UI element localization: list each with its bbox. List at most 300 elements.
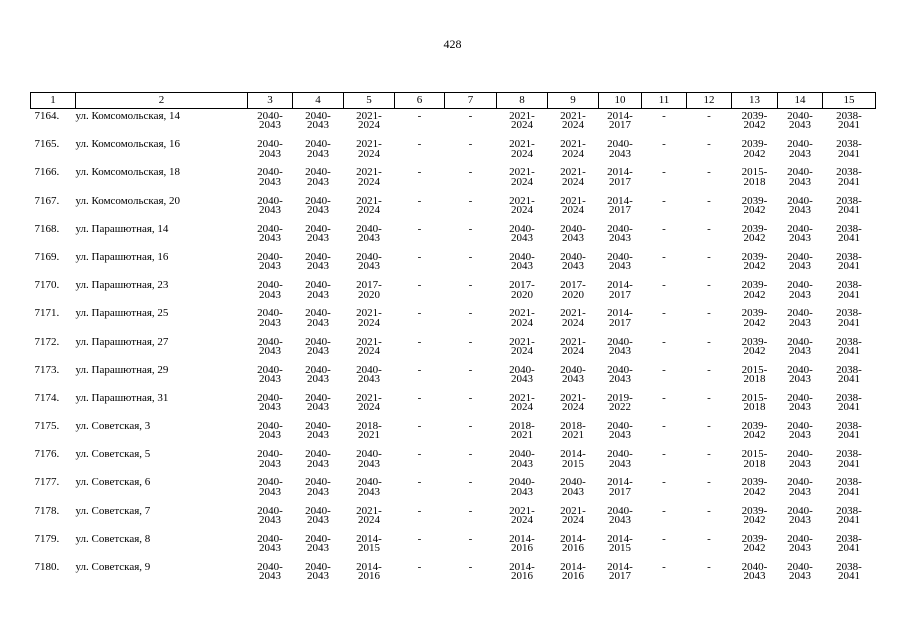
- column-header-10: 10: [599, 93, 642, 109]
- period-cell: [344, 109, 395, 141]
- table-row: [31, 563, 876, 591]
- period-end: 2041: [838, 457, 860, 470]
- row-number: 7164.: [34, 110, 60, 122]
- period-start: 2040-: [305, 363, 331, 376]
- header-row: [31, 93, 876, 109]
- period-start: 2021-: [560, 110, 586, 122]
- period-start: 2021-: [509, 391, 535, 404]
- period-start: 2038-: [836, 476, 862, 489]
- period-cell: [732, 250, 778, 281]
- period-start: 2040-: [607, 420, 633, 433]
- period-start: 2014-: [607, 561, 633, 573]
- empty-value-cell: -: [662, 420, 666, 433]
- period-cell: [823, 363, 876, 394]
- period-end: 2043: [609, 232, 631, 245]
- period-start: 2014-: [560, 532, 586, 545]
- period-end: 2043: [307, 401, 329, 414]
- period-cell: [344, 563, 395, 591]
- period-cell: [548, 194, 599, 225]
- period-cell: [823, 140, 876, 168]
- period-cell: [248, 363, 293, 394]
- row-number: 7170.: [34, 279, 60, 292]
- period-start: 2040-: [257, 222, 283, 235]
- period-cell: [293, 335, 344, 366]
- empty-value-cell: -: [707, 363, 711, 376]
- period-cell: [732, 109, 778, 141]
- period-cell: [823, 168, 876, 196]
- period-cell: [248, 168, 293, 196]
- period-cell: [823, 504, 876, 535]
- period-end: 2041: [838, 344, 860, 357]
- period-cell: [248, 250, 293, 281]
- period-end: 2024: [562, 147, 584, 160]
- empty-value-cell: -: [417, 166, 422, 179]
- column-header-14: 14: [778, 93, 823, 109]
- period-end: 2041: [838, 232, 860, 245]
- period-start: 2021-: [356, 138, 382, 151]
- period-end: 2018: [743, 457, 766, 470]
- row-number: 7172.: [34, 335, 60, 348]
- period-start: 2040-: [257, 561, 283, 573]
- row-number: 7180.: [34, 561, 60, 573]
- period-end: 2016: [562, 542, 584, 555]
- address-cell: ул. Советская, 5: [75, 448, 151, 461]
- period-end: 2043: [259, 429, 281, 442]
- period-start: 2040-: [356, 476, 382, 489]
- period-start: 2014-: [607, 532, 633, 545]
- period-cell: [248, 504, 293, 535]
- period-start: 2040-: [787, 448, 813, 461]
- period-end: 2041: [838, 373, 860, 386]
- period-cell: [293, 422, 344, 450]
- period-end: 2043: [307, 260, 329, 273]
- period-end: 2043: [609, 147, 631, 160]
- period-start: 2040-: [257, 532, 283, 545]
- period-start: 2014-: [356, 561, 382, 573]
- period-cell: [344, 422, 395, 450]
- empty-value-cell: -: [662, 250, 666, 263]
- period-end: 2043: [259, 147, 281, 160]
- period-end: 2017: [609, 203, 631, 216]
- period-start: 2040-: [787, 532, 813, 545]
- period-start: 2039-: [741, 532, 768, 545]
- period-start: 2040-: [305, 166, 331, 179]
- row-number: 7179.: [34, 532, 60, 545]
- period-start: 2040-: [305, 335, 331, 348]
- period-start: 2021-: [356, 504, 382, 517]
- period-end: 2041: [838, 147, 860, 160]
- period-start: 2040-: [787, 561, 813, 573]
- empty-value-cell: -: [707, 222, 711, 235]
- period-end: 2021: [511, 429, 533, 442]
- period-start: 2040-: [257, 166, 283, 179]
- period-start: 2040-: [787, 420, 813, 433]
- period-cell: [293, 532, 344, 563]
- period-end: 2017: [609, 288, 631, 301]
- empty-value-cell: -: [662, 110, 666, 122]
- period-cell: [599, 450, 642, 478]
- period-end: 2043: [511, 485, 533, 498]
- period-cell: [778, 532, 823, 563]
- period-end: 2043: [789, 429, 811, 442]
- period-cell: [823, 309, 876, 337]
- period-end: 2043: [307, 288, 329, 301]
- period-end: 2043: [307, 147, 329, 160]
- empty-value-cell: -: [662, 391, 666, 404]
- empty-value-cell: -: [468, 335, 473, 348]
- period-start: 2021-: [560, 504, 586, 517]
- row-number: 7166.: [34, 166, 60, 179]
- table-row: [31, 309, 876, 337]
- period-end: 2043: [307, 344, 329, 357]
- period-start: 2040-: [787, 476, 813, 489]
- address-cell: ул. Советская, 3: [75, 420, 151, 433]
- period-end: 2042: [743, 485, 766, 498]
- period-end: 2024: [511, 203, 533, 216]
- period-cell: [248, 222, 293, 253]
- period-start: 2040-: [787, 222, 813, 235]
- period-start: 2040-: [305, 110, 331, 122]
- table-row: [31, 394, 876, 422]
- table-row: [31, 478, 876, 506]
- period-cell: [823, 281, 876, 309]
- period-end: 2018: [743, 373, 766, 386]
- period-cell: [344, 222, 395, 253]
- period-end: 2043: [307, 203, 329, 216]
- period-cell: [344, 140, 395, 168]
- period-end: 2043: [743, 570, 766, 583]
- period-start: 2038-: [836, 561, 862, 573]
- period-cell: [732, 168, 778, 196]
- empty-value-cell: -: [468, 504, 473, 517]
- empty-value-cell: -: [707, 307, 711, 320]
- period-start: 2038-: [836, 250, 862, 263]
- period-cell: [248, 309, 293, 337]
- period-cell: [497, 504, 548, 535]
- period-cell: [599, 168, 642, 196]
- period-start: 2040-: [787, 504, 813, 517]
- empty-value-cell: -: [707, 250, 711, 263]
- period-start: 2040-: [560, 250, 586, 263]
- row-number: 7173.: [34, 363, 60, 376]
- period-end: 2041: [838, 175, 860, 188]
- period-end: 2043: [609, 260, 631, 273]
- period-start: 2040-: [257, 110, 283, 122]
- period-start: 2040-: [257, 420, 283, 433]
- period-end: 2043: [259, 260, 281, 273]
- period-cell: [778, 391, 823, 422]
- table-row: [31, 422, 876, 450]
- empty-value-cell: -: [417, 363, 422, 376]
- period-start: 2021-: [560, 138, 586, 151]
- empty-value-cell: -: [468, 476, 473, 489]
- period-end: 2042: [743, 514, 766, 527]
- period-end: 2043: [307, 373, 329, 386]
- period-cell: [778, 168, 823, 196]
- period-end: 2018: [743, 401, 766, 414]
- period-start: 2018-: [560, 420, 586, 433]
- period-end: 2043: [562, 232, 584, 245]
- period-cell: [548, 532, 599, 563]
- period-cell: [599, 335, 642, 366]
- empty-value-cell: -: [707, 476, 711, 489]
- period-end: 2024: [358, 119, 380, 132]
- period-cell: [497, 222, 548, 253]
- period-start: 2040-: [356, 250, 382, 263]
- column-header-8: 8: [497, 93, 548, 109]
- period-end: 2020: [562, 288, 584, 301]
- period-cell: [599, 363, 642, 394]
- period-cell: [778, 363, 823, 394]
- empty-value-cell: -: [662, 561, 666, 573]
- period-end: 2043: [259, 232, 281, 245]
- period-start: 2040-: [509, 476, 535, 489]
- period-cell: [344, 504, 395, 535]
- period-end: 2018: [743, 175, 766, 188]
- period-cell: [248, 194, 293, 225]
- period-cell: [548, 222, 599, 253]
- period-end: 2043: [609, 429, 631, 442]
- row-number: 7165.: [34, 138, 60, 151]
- period-start: 2017-: [356, 279, 382, 292]
- period-start: 2039-: [741, 138, 768, 151]
- address-cell: ул. Парашютная, 27: [75, 335, 169, 348]
- row-number: 7176.: [34, 448, 60, 461]
- period-cell: [248, 478, 293, 506]
- address-cell: ул. Парашютная, 29: [75, 363, 169, 376]
- period-start: 2040-: [257, 138, 283, 151]
- period-cell: [732, 450, 778, 478]
- period-cell: [293, 168, 344, 196]
- period-cell: [548, 250, 599, 281]
- period-start: 2039-: [741, 420, 768, 433]
- period-start: 2021-: [509, 335, 535, 348]
- address-cell: ул. Комсомольская, 14: [75, 110, 181, 122]
- period-start: 2040-: [509, 250, 535, 263]
- period-end: 2024: [358, 316, 380, 329]
- period-cell: [599, 478, 642, 506]
- empty-value-cell: -: [662, 448, 666, 461]
- row-number: 7169.: [34, 250, 60, 263]
- period-start: 2038-: [836, 420, 862, 433]
- empty-value-cell: -: [662, 363, 666, 376]
- address-cell: ул. Комсомольская, 18: [75, 166, 181, 179]
- period-cell: [778, 250, 823, 281]
- period-cell: [599, 309, 642, 337]
- period-start: 2014-: [607, 476, 633, 489]
- period-end: 2017: [609, 119, 631, 132]
- column-header-4: 4: [293, 93, 344, 109]
- period-start: 2021-: [509, 504, 535, 517]
- period-start: 2014-: [607, 110, 633, 122]
- empty-value-cell: -: [468, 307, 473, 320]
- period-cell: [778, 194, 823, 225]
- empty-value-cell: -: [662, 166, 666, 179]
- period-cell: [293, 450, 344, 478]
- period-start: 2038-: [836, 222, 862, 235]
- row-number: 7171.: [34, 307, 60, 320]
- period-start: 2040-: [607, 222, 633, 235]
- period-cell: [293, 563, 344, 591]
- empty-value-cell: -: [417, 420, 422, 433]
- period-end: 2024: [562, 344, 584, 357]
- empty-value-cell: -: [417, 110, 422, 122]
- period-cell: [599, 140, 642, 168]
- period-start: 2040-: [305, 561, 331, 573]
- period-cell: [344, 391, 395, 422]
- period-start: 2021-: [509, 138, 535, 151]
- period-cell: [548, 281, 599, 309]
- period-start: 2040-: [787, 110, 813, 122]
- period-end: 2043: [789, 288, 811, 301]
- table-row: [31, 507, 876, 535]
- column-number-header: [31, 93, 876, 109]
- period-cell: [732, 363, 778, 394]
- period-start: 2014-: [607, 279, 633, 292]
- period-start: 2040-: [356, 448, 382, 461]
- period-end: 2043: [789, 175, 811, 188]
- period-end: 2043: [307, 570, 329, 583]
- period-start: 2039-: [741, 250, 768, 263]
- period-start: 2040-: [787, 335, 813, 348]
- period-cell: [497, 478, 548, 506]
- period-end: 2017: [609, 570, 631, 583]
- period-cell: [497, 450, 548, 478]
- empty-value-cell: -: [468, 532, 473, 545]
- period-start: 2040-: [305, 279, 331, 292]
- empty-value-cell: -: [468, 222, 473, 235]
- period-end: 2043: [358, 260, 380, 273]
- period-start: 2038-: [836, 448, 862, 461]
- period-end: 2043: [789, 316, 811, 329]
- period-cell: [344, 532, 395, 563]
- period-end: 2022: [609, 401, 631, 414]
- period-cell: [599, 563, 642, 591]
- empty-value-cell: -: [417, 138, 422, 151]
- period-start: 2040-: [257, 448, 283, 461]
- period-end: 2024: [511, 316, 533, 329]
- period-start: 2038-: [836, 194, 862, 207]
- period-end: 2041: [838, 119, 860, 132]
- empty-value-cell: -: [707, 138, 711, 151]
- period-cell: [344, 194, 395, 225]
- period-start: 2014-: [560, 448, 586, 461]
- address-cell: ул. Парашютная, 14: [75, 222, 169, 235]
- period-start: 2039-: [741, 335, 768, 348]
- period-cell: [599, 109, 642, 141]
- period-start: 2040-: [607, 448, 633, 461]
- period-cell: [732, 309, 778, 337]
- period-cell: [732, 140, 778, 168]
- period-start: 2040-: [257, 391, 283, 404]
- empty-value-cell: -: [468, 363, 473, 376]
- period-start: 2040-: [356, 363, 382, 376]
- column-header-6: 6: [395, 93, 445, 109]
- period-cell: [293, 309, 344, 337]
- period-cell: [778, 563, 823, 591]
- period-cell: [599, 532, 642, 563]
- table-row: [31, 535, 876, 563]
- period-start: 2040-: [257, 194, 283, 207]
- period-end: 2043: [259, 316, 281, 329]
- table-row: [31, 168, 876, 196]
- period-start: 2040-: [607, 138, 633, 151]
- period-cell: [823, 422, 876, 450]
- period-end: 2024: [511, 514, 533, 527]
- period-end: 2043: [307, 542, 329, 555]
- period-start: 2038-: [836, 138, 862, 151]
- period-end: 2043: [511, 373, 533, 386]
- empty-value-cell: -: [468, 279, 473, 292]
- period-end: 2042: [743, 429, 766, 442]
- empty-value-cell: -: [468, 110, 473, 122]
- period-cell: [548, 422, 599, 450]
- period-cell: [497, 281, 548, 309]
- period-end: 2043: [562, 373, 584, 386]
- period-start: 2040-: [257, 363, 283, 376]
- period-cell: [497, 563, 548, 591]
- period-end: 2024: [562, 401, 584, 414]
- period-cell: [248, 281, 293, 309]
- period-end: 2043: [307, 119, 329, 132]
- period-start: 2040-: [305, 222, 331, 235]
- period-cell: [497, 168, 548, 196]
- period-end: 2043: [307, 457, 329, 470]
- period-end: 2043: [609, 457, 631, 470]
- address-cell: ул. Советская, 6: [75, 476, 151, 489]
- period-cell: [344, 335, 395, 366]
- period-end: 2017: [609, 175, 631, 188]
- empty-value-cell: -: [662, 279, 666, 292]
- period-cell: [248, 109, 293, 141]
- column-header-1: 1: [31, 93, 76, 109]
- column-header-13: 13: [732, 93, 778, 109]
- period-start: 2038-: [836, 110, 862, 122]
- period-start: 2039-: [741, 222, 768, 235]
- empty-value-cell: -: [468, 448, 473, 461]
- period-end: 2043: [259, 288, 281, 301]
- period-cell: [548, 504, 599, 535]
- period-end: 2020: [511, 288, 533, 301]
- period-start: 2018-: [356, 420, 382, 433]
- table-row: [31, 366, 876, 394]
- period-end: 2043: [259, 542, 281, 555]
- period-end: 2024: [511, 147, 533, 160]
- period-end: 2043: [307, 514, 329, 527]
- empty-value-cell: -: [417, 504, 422, 517]
- period-end: 2024: [358, 203, 380, 216]
- period-end: 2041: [838, 542, 860, 555]
- column-header-9: 9: [548, 93, 599, 109]
- empty-value-cell: -: [468, 391, 473, 404]
- period-start: 2040-: [787, 138, 813, 151]
- period-end: 2041: [838, 401, 860, 414]
- period-cell: [497, 363, 548, 394]
- period-start: 2018-: [509, 420, 535, 433]
- period-start: 2040-: [787, 307, 813, 320]
- address-cell: ул. Советская, 8: [75, 532, 151, 545]
- period-start: 2019-: [607, 391, 633, 404]
- table-row: [31, 197, 876, 225]
- period-end: 2024: [511, 344, 533, 357]
- period-start: 2040-: [257, 476, 283, 489]
- period-cell: [248, 422, 293, 450]
- period-start: 2015-: [741, 391, 768, 404]
- period-end: 2024: [562, 514, 584, 527]
- period-end: 2043: [789, 260, 811, 273]
- empty-value-cell: -: [468, 166, 473, 179]
- period-end: 2041: [838, 514, 860, 527]
